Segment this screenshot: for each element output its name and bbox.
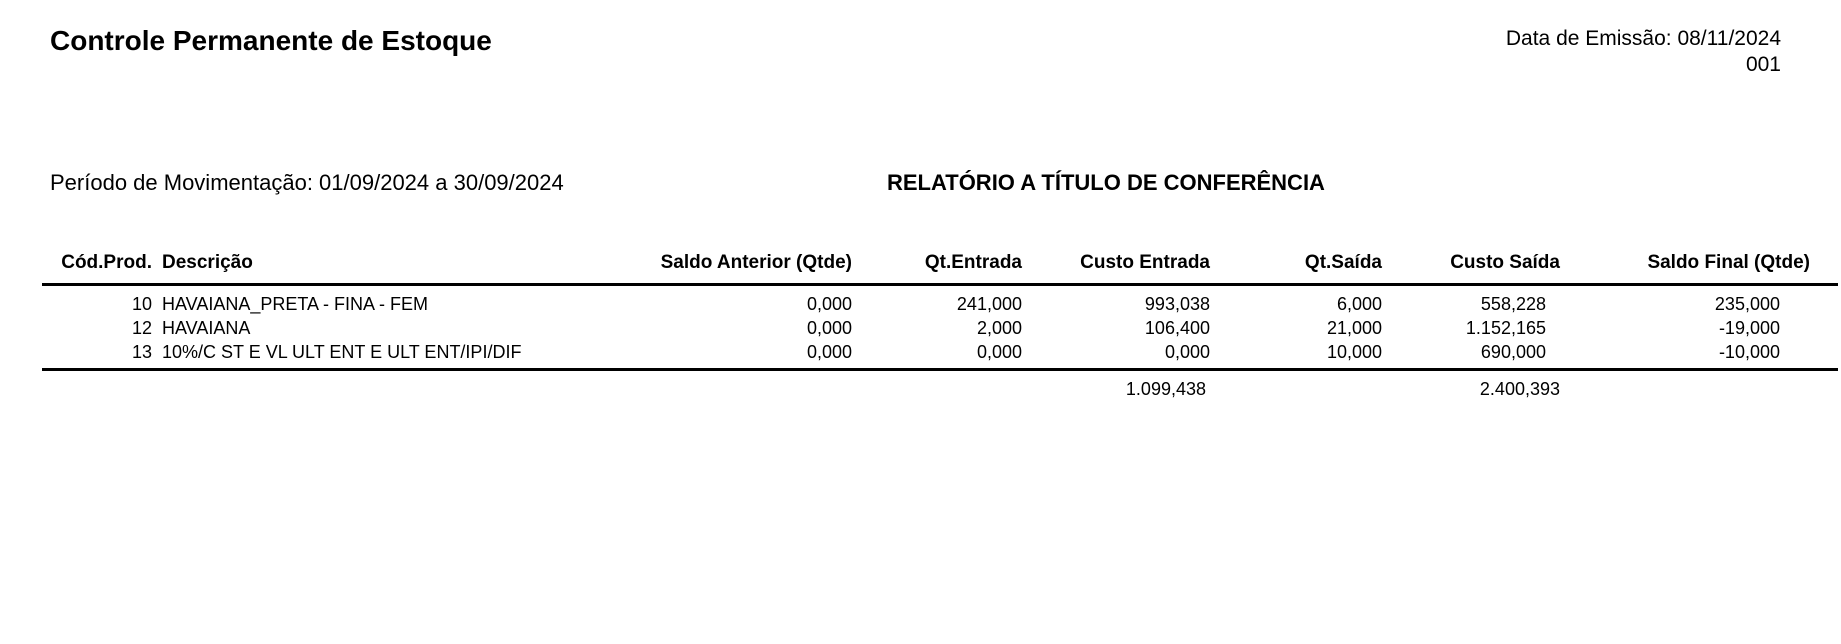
cell-custo-entrada: 993,038	[1144, 294, 1210, 314]
cell-saldo-final: -10,000	[1718, 342, 1780, 362]
header-meta	[1506, 26, 1781, 78]
col-header-qt-saida: Qt.Saída	[1304, 252, 1382, 273]
cell-qt-saida: 21,000	[1326, 318, 1382, 338]
cell-custo-saida: 690,000	[1480, 342, 1546, 362]
totals-row	[42, 370, 1838, 402]
cell-descricao: 10%/C ST E VL ULT ENT E ULT ENT/IPI/DIF	[162, 342, 522, 362]
cell-saldo-anterior: 0,000	[806, 318, 852, 338]
col-header-descricao: Descrição	[162, 252, 253, 273]
table-header-row	[42, 252, 1838, 285]
cell-cod-prod: 12	[131, 318, 152, 338]
cell-custo-entrada: 0,000	[1164, 342, 1210, 362]
col-header-saldo-anterior: Saldo Anterior (Qtde)	[660, 252, 852, 273]
cell-saldo-final: -19,000	[1718, 318, 1780, 338]
cell-qt-entrada: 0,000	[976, 342, 1022, 362]
col-header-cod-prod: Cód.Prod.	[61, 252, 152, 273]
table-row	[42, 340, 1838, 370]
page-number: 001	[1745, 53, 1781, 76]
col-header-saldo-final: Saldo Final (Qtde)	[1647, 252, 1810, 273]
cell-qt-saida: 6,000	[1336, 294, 1382, 314]
cell-descricao: HAVAIANA_PRETA - FINA - FEM	[162, 294, 429, 314]
period-label: Período de Movimentação: 01/09/2024 a 30/09/2024	[50, 170, 564, 195]
col-header-custo-entrada: Custo Entrada	[1080, 252, 1210, 273]
emission-date: Data de Emissão: 08/11/2024	[1505, 27, 1781, 50]
cell-qt-entrada: 2,000	[976, 318, 1022, 338]
table-row	[42, 285, 1838, 317]
col-header-qt-entrada: Qt.Entrada	[924, 252, 1022, 273]
cell-saldo-anterior: 0,000	[806, 294, 852, 314]
total-custo-saida: 2.400,393	[1479, 379, 1560, 399]
stock-table	[42, 252, 1838, 401]
cell-qt-entrada: 241,000	[956, 294, 1022, 314]
table-row	[42, 316, 1838, 340]
cell-saldo-final: 235,000	[1714, 294, 1780, 314]
cell-descricao: HAVAIANA	[162, 318, 251, 338]
cell-saldo-anterior: 0,000	[806, 342, 852, 362]
col-header-custo-saida: Custo Saída	[1450, 252, 1560, 273]
cell-cod-prod: 10	[131, 294, 152, 314]
cell-qt-saida: 10,000	[1326, 342, 1382, 362]
cell-custo-saida: 558,228	[1480, 294, 1546, 314]
page-title: Controle Permanente de Estoque	[50, 25, 492, 56]
cell-custo-entrada: 106,400	[1144, 318, 1210, 338]
report-note: RELATÓRIO A TÍTULO DE CONFERÊNCIA	[887, 170, 1325, 195]
cell-cod-prod: 13	[131, 342, 152, 362]
total-custo-entrada: 1.099,438	[1125, 379, 1206, 399]
cell-custo-saida: 1.152,165	[1465, 318, 1546, 338]
